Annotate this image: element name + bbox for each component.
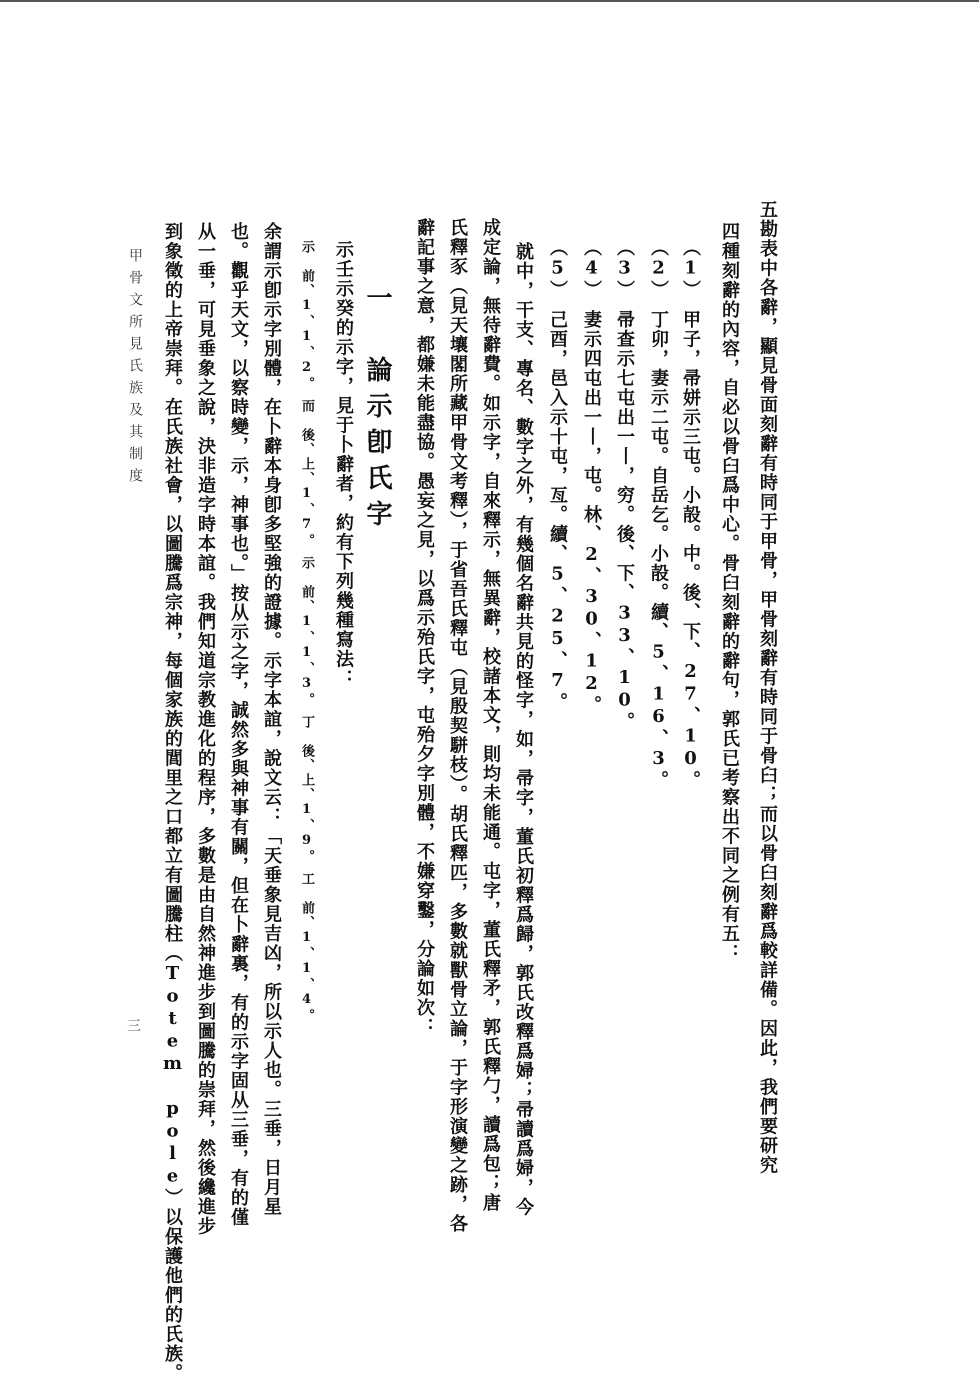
running-head: 甲骨文所見氏族及其制度	[127, 248, 143, 490]
section-heading: 一 論示卽氏字	[362, 284, 392, 536]
text-column: 四種刻辭的內容，自必以骨臼爲中心。骨臼刻辭的辭句，郭氏已考察出不同之例有五：	[719, 222, 740, 963]
text-column: 就中，干支、專名、數字之外，有幾個名辭共見的怪字，如，帚字，董氏初釋爲歸，郭氏改釋爲婦；帚讀爲婦，今	[513, 242, 534, 1217]
text-column: 到象徵的上帝崇拜。在氏族社會，以圖騰爲宗神，每個家族的閭里之口都立有圖騰柱（Totem pole）以保護他們的氏族。	[162, 222, 183, 1383]
text-column: （5） 己酉，邑入示十屯，亙。續、5、25、7。	[547, 238, 568, 712]
page-number: 三	[125, 1018, 141, 1040]
text-column: 余謂示卽示字別體，在卜辭本身卽多堅強的證據。示字本誼，說文云：「天垂象見吉凶，所以示人也。三垂，日月星	[261, 222, 282, 1217]
text-column: 示 前、1、1、2。 而 後、上、1、7。 示 前、1、1、3。 丁 後、上、1、9。 工 前、1、1、4。	[299, 240, 314, 1023]
text-column: （3） 帚查示七屯出一丨，穷。後、下、33、10。	[614, 238, 635, 732]
text-column: 示壬示癸的示字，見于卜辭者，約有下列幾種寫法：	[333, 240, 354, 689]
text-column: 也。觀乎天文，以察時變，示，神事也。」按从示之字，誠然多與神事有關，但在卜辭裏，有的示字固从三垂，有的僅	[228, 222, 249, 1227]
text-column: （4） 妻示四屯出一丨，屯。林、2、30、12。	[581, 238, 602, 715]
text-column: 五勘表中各辭，顯見骨面刻辭有時同于甲骨，甲骨刻辭有時同于骨臼；而以骨臼刻辭爲較詳備。因此，我們要研究	[757, 200, 778, 1175]
text-column: 辭記事之意，都嫌未能盡協。愚妄之見，以爲示殆氏字，屯殆夕字別體，不嫌穿鑿，分論如次：	[414, 218, 435, 1037]
text-column: 氏釋豕（見天壤閣所藏甲骨文考釋），于省吾氏釋屯（見殷契駢枝）。胡氏釋匹，多數就獸骨立論，于字形演變之跡，各	[447, 218, 468, 1234]
page-top-border	[0, 0, 979, 2]
text-column: 从一垂，可見垂象之說，決非造字時本誼。我們知道宗教進化的程序，多數是由自然神進步到圖騰的崇拜，然後纔進步	[195, 222, 216, 1236]
text-column: （2） 丁卯，妻示二屯。自岳乞。小㱿。續、5、16、3。	[648, 238, 669, 790]
text-column: （1） 甲子，帚姘示三屯。小㱿。中。後、下、27、10。	[680, 238, 701, 790]
text-column: 成定論，無待辭費。如示字，自來釋示，無異辭，校諸本文，則均未能通。屯字，董氏釋矛，郭氏釋勹，讀爲包；唐	[480, 218, 501, 1213]
